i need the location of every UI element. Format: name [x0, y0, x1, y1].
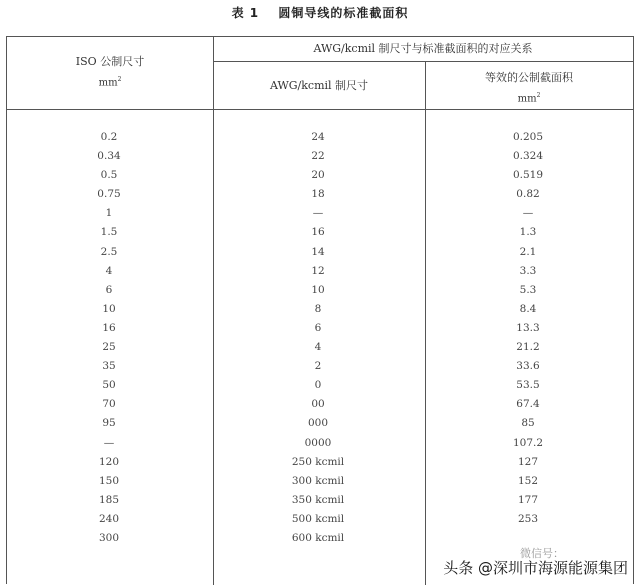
equiv-cell: 8.4 [519, 302, 537, 315]
awg-cell: 500 kcmil [291, 512, 345, 525]
table-caption [0, 4, 640, 21]
awg-cell: 2 [314, 360, 322, 373]
iso-cell: 2.5 [100, 245, 118, 258]
equiv-cell: 21.2 [516, 341, 540, 354]
equiv-cell: 2.1 [519, 245, 537, 258]
equiv-cell: 33.6 [516, 360, 540, 373]
equiv-cell: 3.3 [519, 264, 537, 277]
equiv-cell: 0.82 [516, 188, 540, 201]
iso-cell: 4 [105, 264, 113, 277]
header-rule [7, 109, 633, 110]
iso-cell: 1.5 [100, 226, 118, 239]
watermark-text: 头条 @深圳市海源能源集团 [443, 559, 628, 577]
awg-cell: 24 [311, 131, 325, 143]
iso-cell: 185 [98, 493, 120, 506]
awg-cell: 250 kcmil [291, 455, 345, 468]
group-header: AWG/kcmil 制尺寸与标准截面积的对应关系 [313, 42, 533, 55]
table-title: 圆铜导线的标准截面积 [278, 6, 409, 20]
equiv-cell: 0.324 [512, 150, 544, 163]
iso-cell: 6 [105, 283, 113, 296]
awg-cell: 12 [311, 264, 325, 277]
equiv-header-label: 等效的公制截面积 [485, 71, 573, 84]
awg-cell: 8 [314, 302, 322, 315]
awg-cell: 4 [314, 341, 322, 354]
awg-cell: 300 kcmil [291, 474, 345, 487]
awg-cell: 16 [311, 226, 325, 239]
awg-cell: 0000 [304, 436, 332, 449]
awg-header: AWG/kcmil 制尺寸 [269, 79, 369, 92]
iso-cell: 1 [105, 207, 113, 220]
iso-cell: 16 [102, 321, 116, 334]
group-header-rule [213, 61, 633, 62]
iso-cell: 0.34 [97, 150, 121, 163]
equiv-cell: 85 [521, 417, 535, 430]
iso-column [6, 128, 212, 548]
watermark [443, 547, 628, 578]
iso-cell: 10 [102, 302, 116, 315]
awg-cell: 22 [311, 150, 325, 163]
iso-cell: 0.2 [100, 131, 118, 143]
iso-cell: 240 [98, 512, 120, 525]
awg-cell: 10 [311, 283, 325, 296]
iso-cell: 120 [98, 455, 120, 468]
awg-cell: 14 [311, 245, 325, 258]
equiv-cell: 152 [517, 474, 539, 487]
equiv-header-unit: $mm^2$ [517, 92, 541, 105]
equiv-cell: 67.4 [516, 398, 540, 411]
equiv-cell: 5.3 [519, 283, 537, 296]
iso-cell: 95 [102, 417, 116, 430]
iso-cell: 50 [102, 379, 116, 392]
iso-cell: 0.5 [100, 169, 118, 182]
awg-cell: 0 [314, 379, 322, 392]
awg-cell: 6 [314, 321, 322, 334]
iso-cell: 70 [102, 398, 116, 411]
equiv-cell: 177 [517, 493, 539, 506]
equiv-cell: 0.519 [512, 169, 544, 182]
iso-cell: 300 [98, 531, 120, 544]
equiv-cell: 13.3 [516, 321, 540, 334]
awg-cell: 00 [311, 398, 325, 411]
equiv-cell: 0.205 [512, 131, 544, 143]
iso-header [7, 55, 213, 90]
equiv-cell: 1.3 [519, 226, 537, 239]
table-number: 表 1 [231, 6, 260, 20]
awg-cell: 20 [311, 169, 325, 182]
watermark-faint: 微信号： [520, 547, 564, 560]
iso-cell: — [103, 436, 115, 449]
awg-cell: 000 [307, 417, 329, 430]
iso-cell: 0.75 [97, 188, 121, 201]
equiv-column [424, 128, 632, 548]
awg-cell: 600 kcmil [291, 531, 345, 544]
iso-header-unit: $mm^2$ [98, 76, 122, 89]
equiv-cell: 127 [517, 455, 539, 468]
equiv-header [425, 71, 633, 106]
iso-cell: 25 [102, 341, 116, 354]
awg-column [212, 128, 424, 548]
iso-cell: 150 [98, 474, 120, 487]
equiv-cell: — [522, 207, 534, 220]
equiv-cell: 253 [517, 512, 539, 525]
iso-cell: 35 [102, 360, 116, 373]
iso-header-label: ISO 公制尺寸 [75, 55, 145, 68]
equiv-cell: 53.5 [516, 379, 540, 392]
awg-cell: 350 kcmil [291, 493, 345, 506]
awg-cell: 18 [311, 188, 325, 201]
equiv-cell: 107.2 [512, 436, 544, 449]
awg-cell: — [312, 207, 324, 220]
